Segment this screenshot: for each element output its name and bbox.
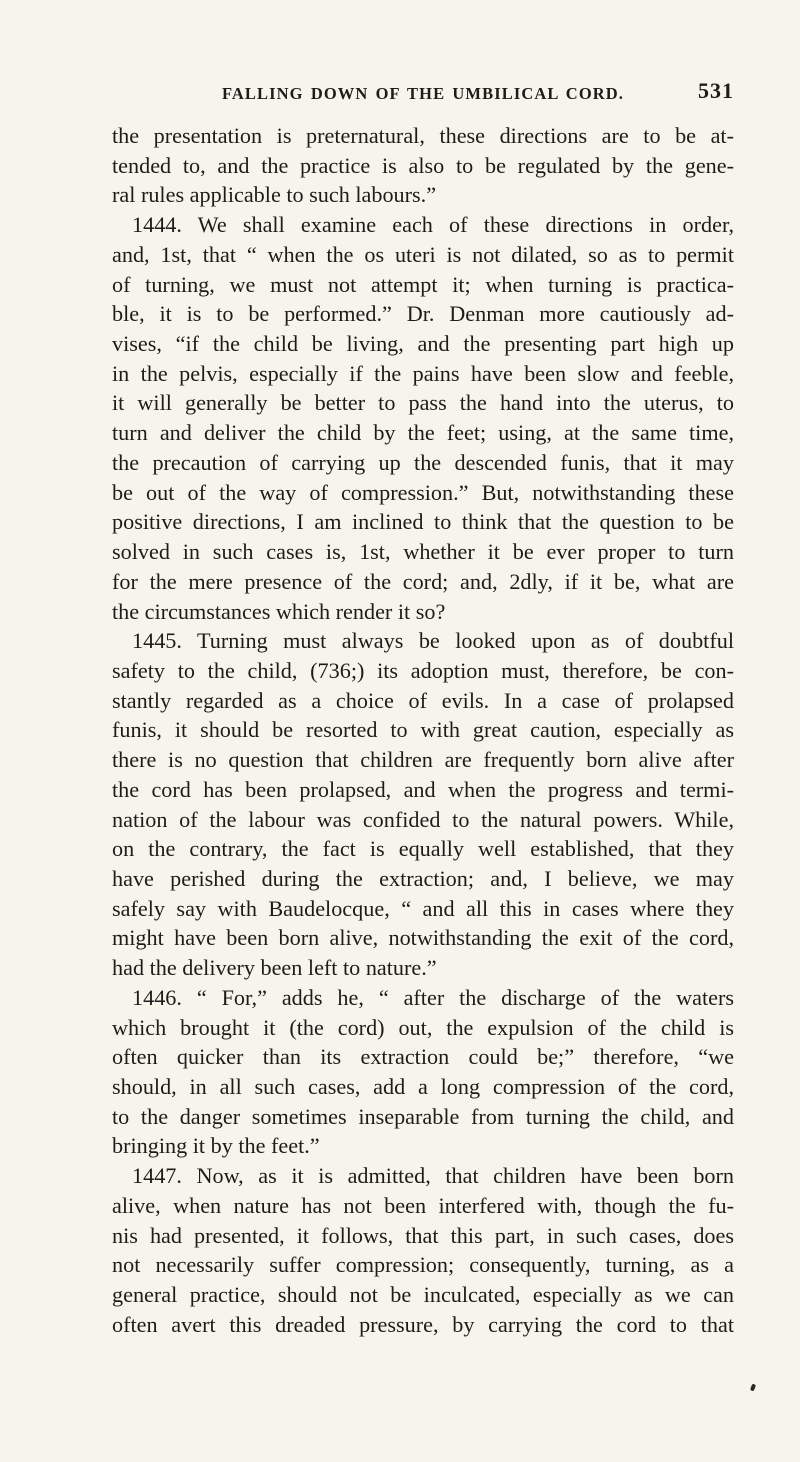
- paragraph-1445-start: 1445. Turning must always be looked upon as of doubtful: [132, 628, 734, 654]
- page-number: 531: [698, 78, 734, 103]
- text-line: to the danger sometimes inseparable from turning the child, and: [112, 1103, 734, 1129]
- text-line: ral rules applicable to such labours.”: [112, 182, 437, 208]
- paragraph-1446-start: 1446. “ For,” adds he, “ after the discharge of the waters: [132, 984, 734, 1010]
- text-line: the circumstances which render it so?: [112, 598, 446, 624]
- text-line: the precaution of carrying up the descended funis, that it may: [112, 449, 734, 475]
- text-line: safely say with Baudelocque, “ and all this in cases where they: [112, 895, 734, 921]
- text-line: of turning, we must not attempt it; when turning is practica-: [112, 271, 734, 297]
- text-line: nis had presented, it follows, that this part, in such cases, does: [112, 1222, 734, 1248]
- running-title: FALLING DOWN OF THE UMBILICAL CORD.: [221, 84, 625, 103]
- paragraph-1447-start: 1447. Now, as it is admitted, that children have been born: [132, 1163, 734, 1189]
- text-line: it will generally be better to pass the hand into the uterus, to: [112, 390, 734, 416]
- text-line: turn and deliver the child by the feet; using, at the same time,: [112, 420, 734, 446]
- text-line: there is no question that children are frequently born alive after: [112, 747, 734, 773]
- text-line: general practice, should not be inculcated, especially as we can: [112, 1282, 734, 1308]
- text-line: be out of the way of compression.” But, notwithstanding these: [112, 479, 734, 505]
- text-line: safety to the child, (736;) its adoption must, therefore, be con-: [112, 657, 734, 683]
- text-line: which brought it (the cord) out, the expulsion of the child is: [112, 1014, 734, 1040]
- text-line: in the pelvis, especially if the pains have been slow and feeble,: [112, 360, 734, 386]
- text-line: vises, “if the child be living, and the presenting part high up: [112, 331, 734, 357]
- text-line: stantly regarded as a choice of evils. In a case of prolapsed: [112, 687, 734, 713]
- text-line: alive, when nature has not been interfered with, though the fu-: [112, 1192, 734, 1218]
- text-line: ble, it is to be performed.” Dr. Denman more cautiously ad-: [112, 301, 734, 327]
- running-head: [112, 78, 734, 108]
- text-line: tended to, and the practice is also to be regulated by the gene-: [112, 152, 734, 178]
- text-line: the cord has been prolapsed, and when the progress and termi-: [112, 776, 734, 802]
- text-line: on the contrary, the fact is equally well established, that they: [112, 836, 734, 862]
- text-line: funis, it should be resorted to with great caution, especially as: [112, 717, 734, 743]
- text-line: bringing it by the feet.”: [112, 1133, 320, 1159]
- text-line: might have been born alive, notwithstanding the exit of the cord,: [112, 925, 734, 951]
- text-line: positive directions, I am inclined to think that the question to be: [112, 509, 734, 535]
- text-line: had the delivery been left to nature.”: [112, 955, 437, 981]
- text-line: for the mere presence of the cord; and, 2dly, if it be, what are: [112, 568, 734, 594]
- text-line: should, in all such cases, add a long compression of the cord,: [112, 1074, 734, 1099]
- text-line: not necessarily suffer compression; consequently, turning, as a: [112, 1252, 734, 1278]
- text-line: nation of the labour was confided to the natural powers. While,: [112, 806, 734, 832]
- text-line: solved in such cases is, 1st, whether it be ever proper to turn: [112, 539, 734, 565]
- text-line: and, 1st, that “ when the os uteri is not dilated, so as to permit: [112, 241, 734, 267]
- text-line: often avert this dreaded pressure, by carrying the cord to that: [112, 1311, 734, 1337]
- text-line: the presentation is preternatural, these directions are to be at-: [112, 123, 734, 148]
- body-text: [112, 121, 734, 1339]
- margin-ink-mark: [750, 1384, 756, 1392]
- text-line: often quicker than its extraction could be;” therefore, “we: [112, 1044, 734, 1070]
- paragraph-1444-start: 1444. We shall examine each of these directions in order,: [132, 212, 734, 238]
- text-line: have perished during the extraction; and, I believe, we may: [112, 865, 734, 891]
